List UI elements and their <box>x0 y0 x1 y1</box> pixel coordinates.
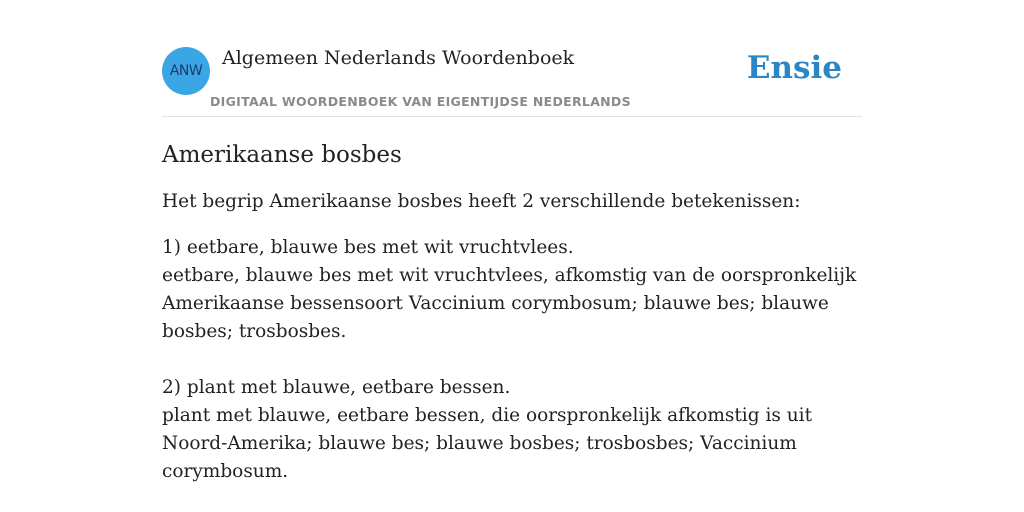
site-subtitle: DIGITAAL WOORDENBOEK VAN EIGENTIJDSE NEDERLANDS <box>210 94 631 109</box>
meaning-summary: 1) eetbare, blauwe bes met wit vruchtvlees. <box>162 237 574 258</box>
site-header <box>162 44 862 117</box>
ensie-brand-link[interactable]: Ensie <box>746 50 842 86</box>
entry-headword: Amerikaanse bosbes <box>162 142 402 168</box>
entry-content <box>162 138 862 486</box>
site-title: Algemeen Nederlands Woordenboek <box>222 47 575 69</box>
meaning-definition: plant met blauwe, eetbare bessen, die oorspronkelijk afkomstig is uit Noord-Amerika; blauwe bes; blauwe bosbes; trosbosbes; Vaccinium corymbosum. <box>162 405 813 482</box>
meaning-2 <box>162 374 862 486</box>
meaning-1 <box>162 234 862 346</box>
anw-logo[interactable] <box>162 47 210 95</box>
meaning-summary: 2) plant met blauwe, eetbare bessen. <box>162 377 511 398</box>
logo-text: ANW <box>169 63 203 79</box>
entry-intro: Het begrip Amerikaanse bosbes heeft 2 verschillende betekenissen: <box>162 191 801 212</box>
meaning-definition: eetbare, blauwe bes met wit vruchtvlees, afkomstig van de oorspronkelijk Amerikaanse bessensoort Vaccinium corymbosum; blauwe bes; blauwe bosbes; trosbosbes. <box>162 265 857 342</box>
